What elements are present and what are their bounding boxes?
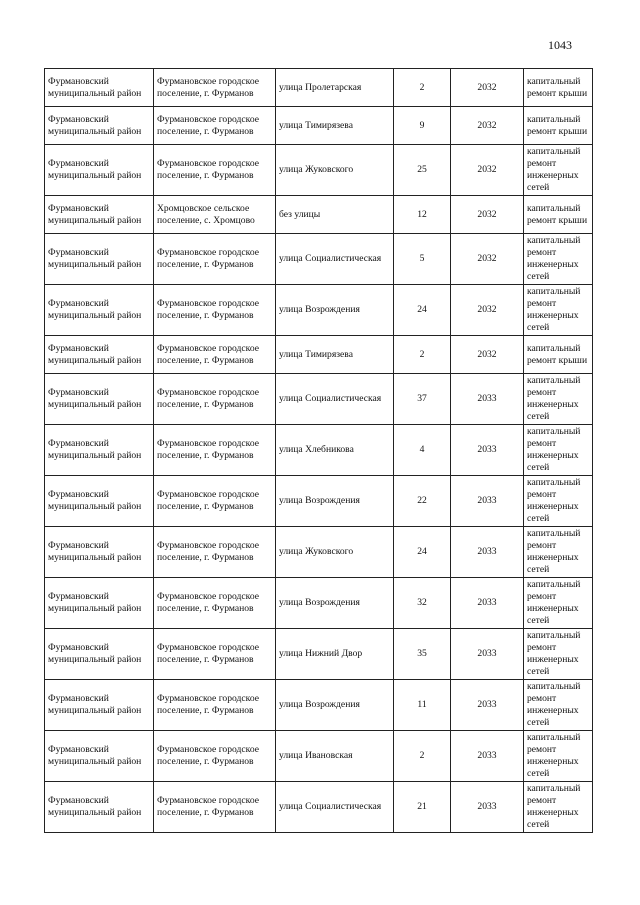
cell-district: Фурмановский муниципальный район — [45, 476, 154, 527]
cell-work-type: капитальный ремонт инженерных сетей — [524, 527, 593, 578]
cell-house-number: 37 — [394, 374, 451, 425]
cell-street: улица Возрождения — [276, 476, 394, 527]
cell-district: Фурмановский муниципальный район — [45, 782, 154, 833]
table-row — [45, 425, 593, 476]
cell-settlement: Фурмановское городское поселение, г. Фурманов — [154, 425, 276, 476]
table-row — [45, 196, 593, 234]
cell-house-number: 4 — [394, 425, 451, 476]
cell-district: Фурмановский муниципальный район — [45, 285, 154, 336]
cell-street: улица Социалистическая — [276, 234, 394, 285]
cell-settlement: Фурмановское городское поселение, г. Фурманов — [154, 69, 276, 107]
cell-year: 2033 — [451, 374, 524, 425]
cell-work-type: капитальный ремонт инженерных сетей — [524, 629, 593, 680]
cell-work-type: капитальный ремонт крыши — [524, 196, 593, 234]
table-row — [45, 629, 593, 680]
table-row — [45, 527, 593, 578]
cell-year: 2033 — [451, 782, 524, 833]
cell-district: Фурмановский муниципальный район — [45, 629, 154, 680]
cell-street: улица Жуковского — [276, 527, 394, 578]
cell-settlement: Фурмановское городское поселение, г. Фурманов — [154, 782, 276, 833]
cell-street: улица Социалистическая — [276, 782, 394, 833]
cell-house-number: 25 — [394, 145, 451, 196]
cell-street: улица Тимирязева — [276, 107, 394, 145]
cell-settlement: Фурмановское городское поселение, г. Фурманов — [154, 285, 276, 336]
cell-street: улица Возрождения — [276, 285, 394, 336]
cell-settlement: Фурмановское городское поселение, г. Фурманов — [154, 731, 276, 782]
cell-house-number: 21 — [394, 782, 451, 833]
cell-year: 2033 — [451, 731, 524, 782]
cell-settlement: Хромцовское сельское поселение, с. Хромцово — [154, 196, 276, 234]
cell-work-type: капитальный ремонт инженерных сетей — [524, 680, 593, 731]
cell-district: Фурмановский муниципальный район — [45, 145, 154, 196]
cell-house-number: 12 — [394, 196, 451, 234]
cell-house-number: 24 — [394, 527, 451, 578]
cell-settlement: Фурмановское городское поселение, г. Фурманов — [154, 234, 276, 285]
cell-settlement: Фурмановское городское поселение, г. Фурманов — [154, 374, 276, 425]
cell-house-number: 35 — [394, 629, 451, 680]
cell-street: улица Пролетарская — [276, 69, 394, 107]
cell-year: 2033 — [451, 680, 524, 731]
table-row — [45, 374, 593, 425]
cell-year: 2033 — [451, 629, 524, 680]
cell-work-type: капитальный ремонт инженерных сетей — [524, 578, 593, 629]
cell-year: 2032 — [451, 69, 524, 107]
table-row — [45, 69, 593, 107]
table-row — [45, 680, 593, 731]
cell-district: Фурмановский муниципальный район — [45, 336, 154, 374]
cell-district: Фурмановский муниципальный район — [45, 425, 154, 476]
cell-year: 2032 — [451, 285, 524, 336]
table-row — [45, 336, 593, 374]
cell-street: улица Возрождения — [276, 680, 394, 731]
cell-year: 2033 — [451, 527, 524, 578]
cell-year: 2032 — [451, 107, 524, 145]
cell-settlement: Фурмановское городское поселение, г. Фурманов — [154, 680, 276, 731]
cell-house-number: 22 — [394, 476, 451, 527]
cell-street: улица Ивановская — [276, 731, 394, 782]
cell-work-type: капитальный ремонт крыши — [524, 69, 593, 107]
cell-year: 2033 — [451, 578, 524, 629]
cell-house-number: 2 — [394, 731, 451, 782]
cell-work-type: капитальный ремонт инженерных сетей — [524, 374, 593, 425]
cell-work-type: капитальный ремонт инженерных сетей — [524, 731, 593, 782]
cell-house-number: 11 — [394, 680, 451, 731]
cell-year: 2033 — [451, 476, 524, 527]
cell-street: улица Жуковского — [276, 145, 394, 196]
cell-work-type: капитальный ремонт крыши — [524, 107, 593, 145]
table-row — [45, 234, 593, 285]
cell-settlement: Фурмановское городское поселение, г. Фурманов — [154, 629, 276, 680]
cell-street: улица Тимирязева — [276, 336, 394, 374]
cell-work-type: капитальный ремонт инженерных сетей — [524, 425, 593, 476]
cell-settlement: Фурмановское городское поселение, г. Фурманов — [154, 476, 276, 527]
cell-year: 2032 — [451, 145, 524, 196]
page-number: 1043 — [548, 38, 572, 52]
cell-work-type: капитальный ремонт инженерных сетей — [524, 234, 593, 285]
cell-district: Фурмановский муниципальный район — [45, 196, 154, 234]
cell-house-number: 2 — [394, 336, 451, 374]
table-row — [45, 285, 593, 336]
table-row — [45, 731, 593, 782]
cell-settlement: Фурмановское городское поселение, г. Фурманов — [154, 578, 276, 629]
cell-house-number: 24 — [394, 285, 451, 336]
cell-year: 2032 — [451, 196, 524, 234]
cell-district: Фурмановский муниципальный район — [45, 374, 154, 425]
cell-work-type: капитальный ремонт инженерных сетей — [524, 476, 593, 527]
table-row — [45, 782, 593, 833]
cell-district: Фурмановский муниципальный район — [45, 107, 154, 145]
repair-schedule-table — [44, 68, 593, 833]
cell-street: улица Социалистическая — [276, 374, 394, 425]
cell-settlement: Фурмановское городское поселение, г. Фурманов — [154, 336, 276, 374]
cell-house-number: 5 — [394, 234, 451, 285]
cell-street: улица Возрождения — [276, 578, 394, 629]
cell-work-type: капитальный ремонт инженерных сетей — [524, 145, 593, 196]
cell-year: 2032 — [451, 234, 524, 285]
table-body — [45, 69, 593, 833]
cell-work-type: капитальный ремонт крыши — [524, 336, 593, 374]
cell-settlement: Фурмановское городское поселение, г. Фурманов — [154, 107, 276, 145]
cell-settlement: Фурмановское городское поселение, г. Фурманов — [154, 145, 276, 196]
cell-district: Фурмановский муниципальный район — [45, 680, 154, 731]
cell-house-number: 2 — [394, 69, 451, 107]
cell-year: 2033 — [451, 425, 524, 476]
cell-house-number: 32 — [394, 578, 451, 629]
cell-district: Фурмановский муниципальный район — [45, 731, 154, 782]
table-row — [45, 107, 593, 145]
cell-work-type: капитальный ремонт инженерных сетей — [524, 782, 593, 833]
cell-year: 2032 — [451, 336, 524, 374]
cell-settlement: Фурмановское городское поселение, г. Фурманов — [154, 527, 276, 578]
cell-district: Фурмановский муниципальный район — [45, 234, 154, 285]
table-row — [45, 578, 593, 629]
cell-street: улица Хлебникова — [276, 425, 394, 476]
cell-street: без улицы — [276, 196, 394, 234]
table-row — [45, 145, 593, 196]
table-row — [45, 476, 593, 527]
cell-work-type: капитальный ремонт инженерных сетей — [524, 285, 593, 336]
cell-house-number: 9 — [394, 107, 451, 145]
cell-district: Фурмановский муниципальный район — [45, 69, 154, 107]
cell-street: улица Нижний Двор — [276, 629, 394, 680]
cell-district: Фурмановский муниципальный район — [45, 527, 154, 578]
cell-district: Фурмановский муниципальный район — [45, 578, 154, 629]
